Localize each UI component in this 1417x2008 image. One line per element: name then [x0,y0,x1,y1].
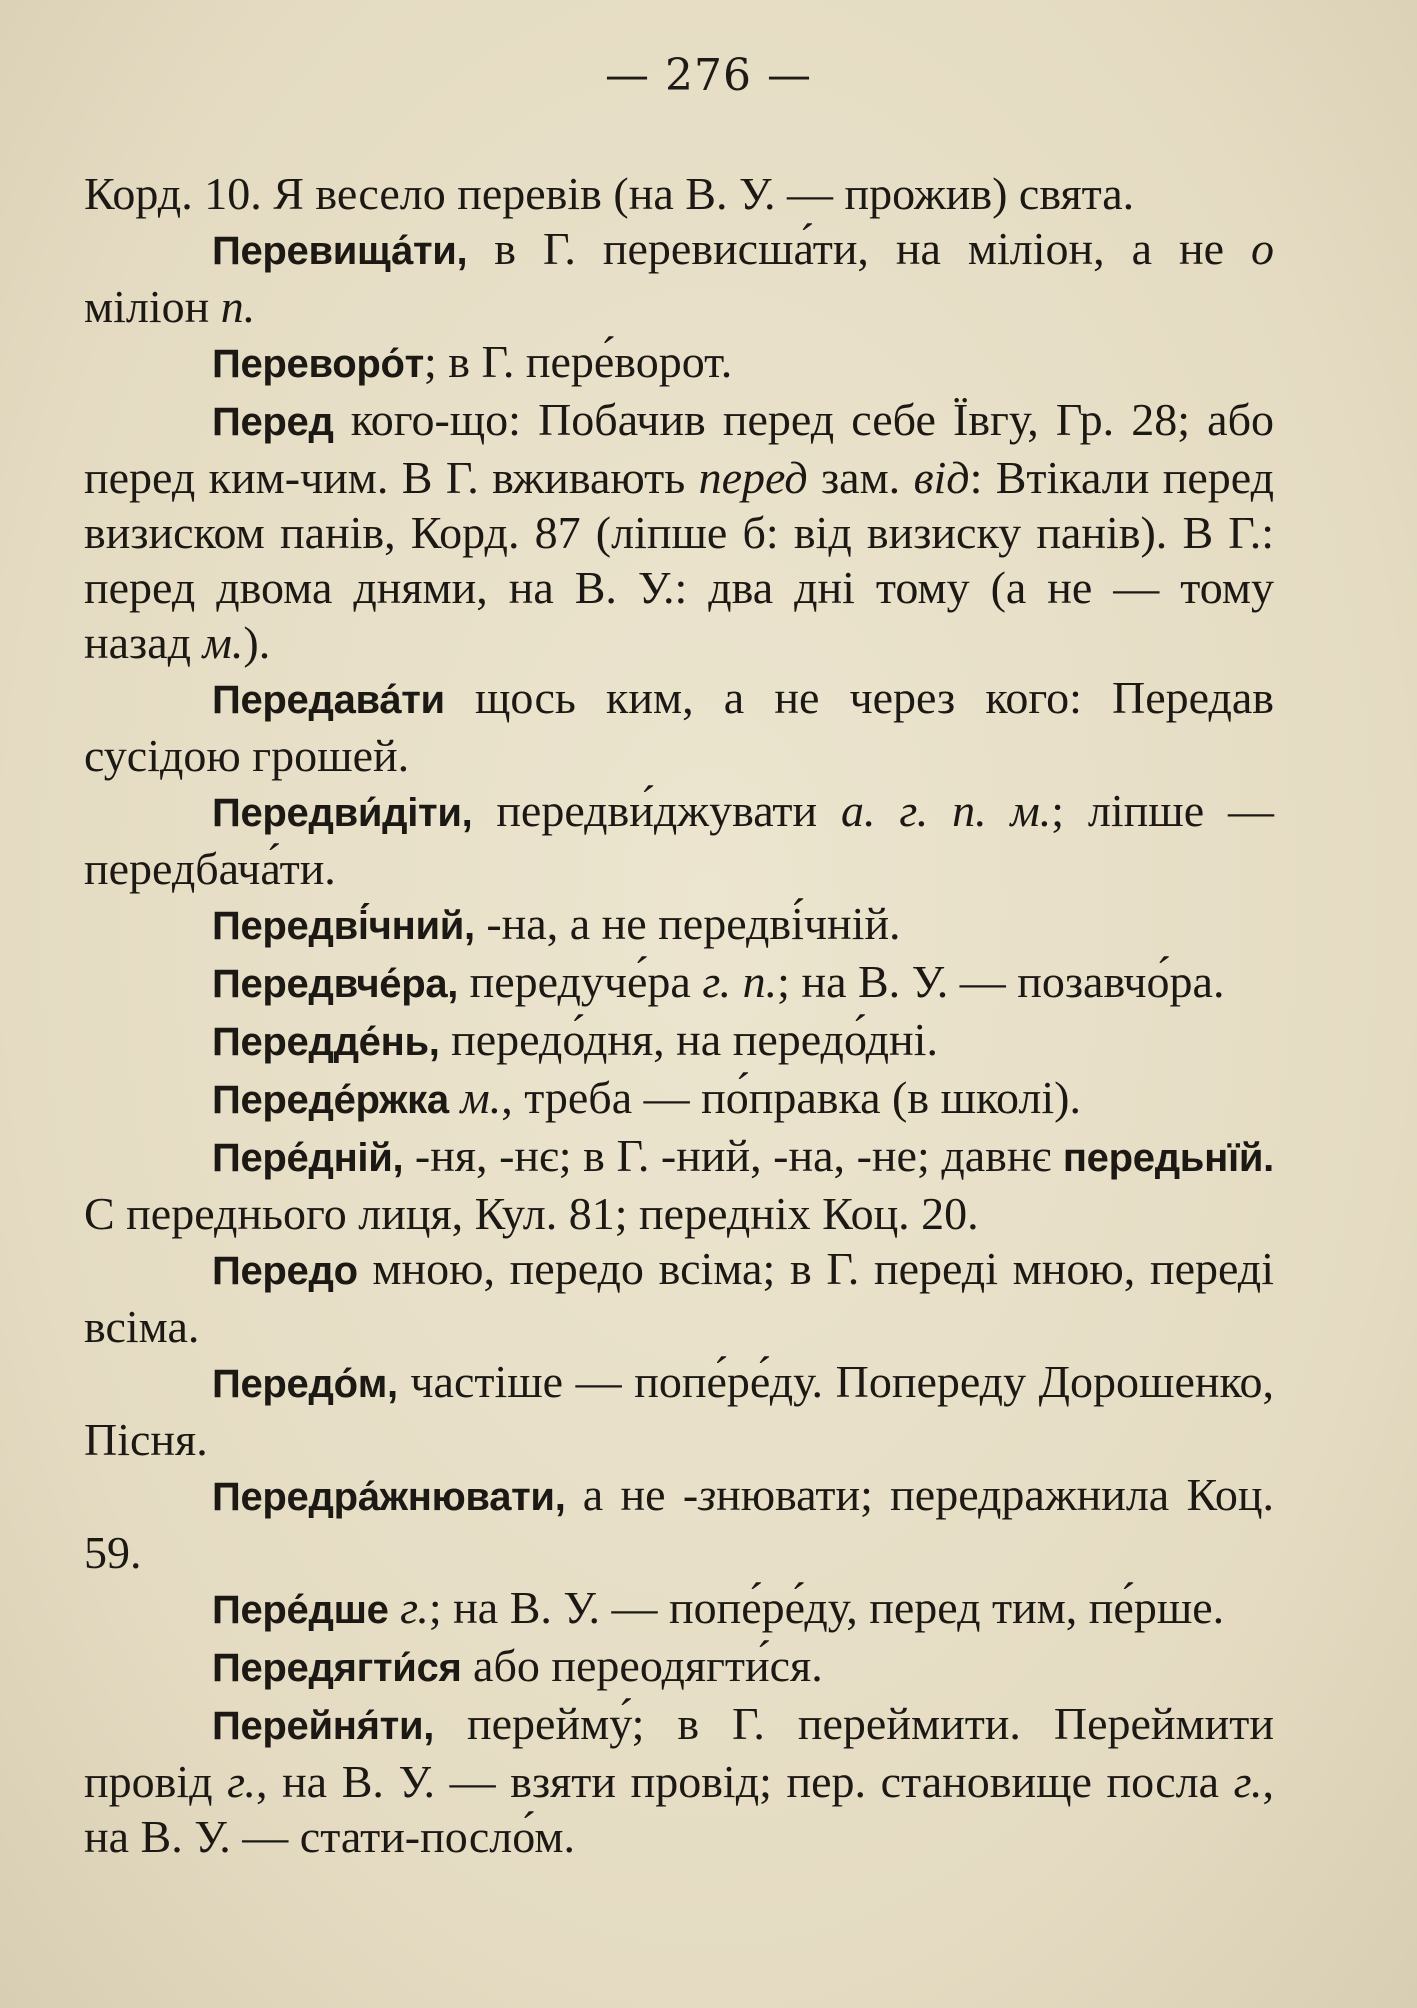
entry-text: С переднього лиця, Кул. 81; передніх Коц. 20. [84,1188,979,1239]
dictionary-entry [84,1241,1274,1354]
italic-abbreviation: м. [202,617,244,668]
entry-text: частіше — попе́ре́ду. Попереду Дорошенко, Пісня. [84,1356,1274,1465]
entry-headword: Перевища́ти, [212,229,468,273]
entry-text [449,1072,461,1123]
entry-text: -ня, -нє; в Г. -ний, -на, -не; давнє [403,1130,1063,1181]
entry-text: кого-що: Побачив перед себе Ївгу, Гр. 28; або перед ким-чим. В Г. вживають [84,394,1274,503]
entry-text: Корд. 10. Я весело перевів (на В. У. — прожив) свята. [84,168,1135,219]
italic-abbreviation: п. [220,281,256,332]
entry-text: ; в Г. пере́ворот. [423,336,733,387]
entry-headword: Пере́дній, [212,1136,404,1180]
entry-text: , на В. У. — взяти провід; пер. становище посла [255,1756,1234,1807]
entry-text: в Г. перевисша́ти, на міліон, а не [467,223,1251,274]
entry-headword: Передра́жнювати, [212,1475,566,1519]
dictionary-entry [84,1638,1274,1696]
dictionary-entry [84,896,1274,954]
dictionary-entry [84,334,1274,392]
entry-text: а не [565,1469,683,1520]
entry-text: передо́дня, на передо́дні. [439,1014,938,1065]
entry-headword: Передде́нь, [212,1020,440,1064]
bold-form: передьнїй. [1062,1136,1274,1180]
entry-text: , на В. У. — стати-посло́м. [84,1756,1274,1862]
entry-text: передви́джувати [472,785,842,836]
dictionary-entry [84,1467,1274,1580]
entry-headword: Передви́діти, [212,791,473,835]
italic-abbreviation: -з [682,1469,717,1520]
italic-abbreviation: а. г. п. м. [841,785,1052,836]
italic-abbreviation: г. [400,1582,429,1633]
entry-text: нювати; передражнила Коц. 59. [84,1469,1275,1578]
entry-headword: Переворо́т [212,342,424,386]
entry-headword: Передвче́ра, [212,962,459,1006]
entry-text: передуче́ра [458,956,703,1007]
entry-text: ; на В. У. — позавчо́ра. [777,956,1225,1007]
dictionary-entry [84,1012,1274,1070]
dictionary-entry [84,670,1274,783]
entry-headword: Перед [212,400,334,444]
entry-headword: Передо [212,1249,358,1293]
entry-text: перейму́; в Г. переймити. Переймити провід [84,1698,1274,1807]
entry-text: зам. [807,452,914,503]
italic-abbreviation: перед [698,452,808,503]
dictionary-entry [84,783,1274,896]
entry-text: мною, передо всіма; в Г. переді мною, переді всіма. [84,1243,1274,1352]
italic-abbreviation: м. [460,1072,502,1123]
dictionary-entry [84,1354,1274,1467]
entry-text: або переодягти́ся. [461,1640,823,1691]
entry-text: : Втікали перед визиском панів, Корд. 87 (ліпше б: від визиску панів). В Г.: перед двома днями, на В. У.: два дні тому (а не — тому назад [84,452,1274,668]
entry-text: ; на В. У. — попе́ре́ду, перед тим, пе́рше. [428,1582,1225,1633]
dictionary-entry [84,1070,1274,1128]
entry-headword: Передава́ти [212,678,445,722]
italic-abbreviation: г. п. [702,956,778,1007]
entry-text: міліон [84,281,221,332]
entry-headword: Передві́чний, [212,904,475,948]
entry-text: ). [243,617,271,668]
entry-headword: Передо́м, [212,1362,398,1406]
dictionary-entry [84,1128,1274,1241]
dictionary-entry [84,954,1274,1012]
page-number: — 276 — [605,50,812,101]
entry-headword: Переде́ржка [212,1078,449,1122]
entry-text [389,1582,401,1633]
entry-text: щось ким, а не через кого: Передав сусідою грошей. [84,672,1274,781]
italic-abbreviation: о [1251,223,1274,274]
italic-abbreviation: від [913,452,970,503]
dictionary-entry [84,1696,1274,1864]
entry-text: ; ліпше — передбача́ти. [84,785,1274,894]
dictionary-entry [84,392,1274,670]
italic-abbreviation: г. [227,1756,256,1807]
entry-headword: Пере́дше [212,1588,389,1632]
entry-text: , треба — по́правка (в школі). [501,1072,1081,1123]
italic-abbreviation: г. [1233,1756,1263,1807]
dictionary-entry [84,221,1274,334]
continuation-paragraph [84,166,1274,221]
dictionary-entry [84,1580,1274,1638]
entry-text: -на, а не передві́чній. [474,898,901,949]
dictionary-text [84,166,1274,1864]
entry-headword: Перейня́ти, [212,1704,435,1748]
entry-headword: Передягти́ся [212,1646,462,1690]
